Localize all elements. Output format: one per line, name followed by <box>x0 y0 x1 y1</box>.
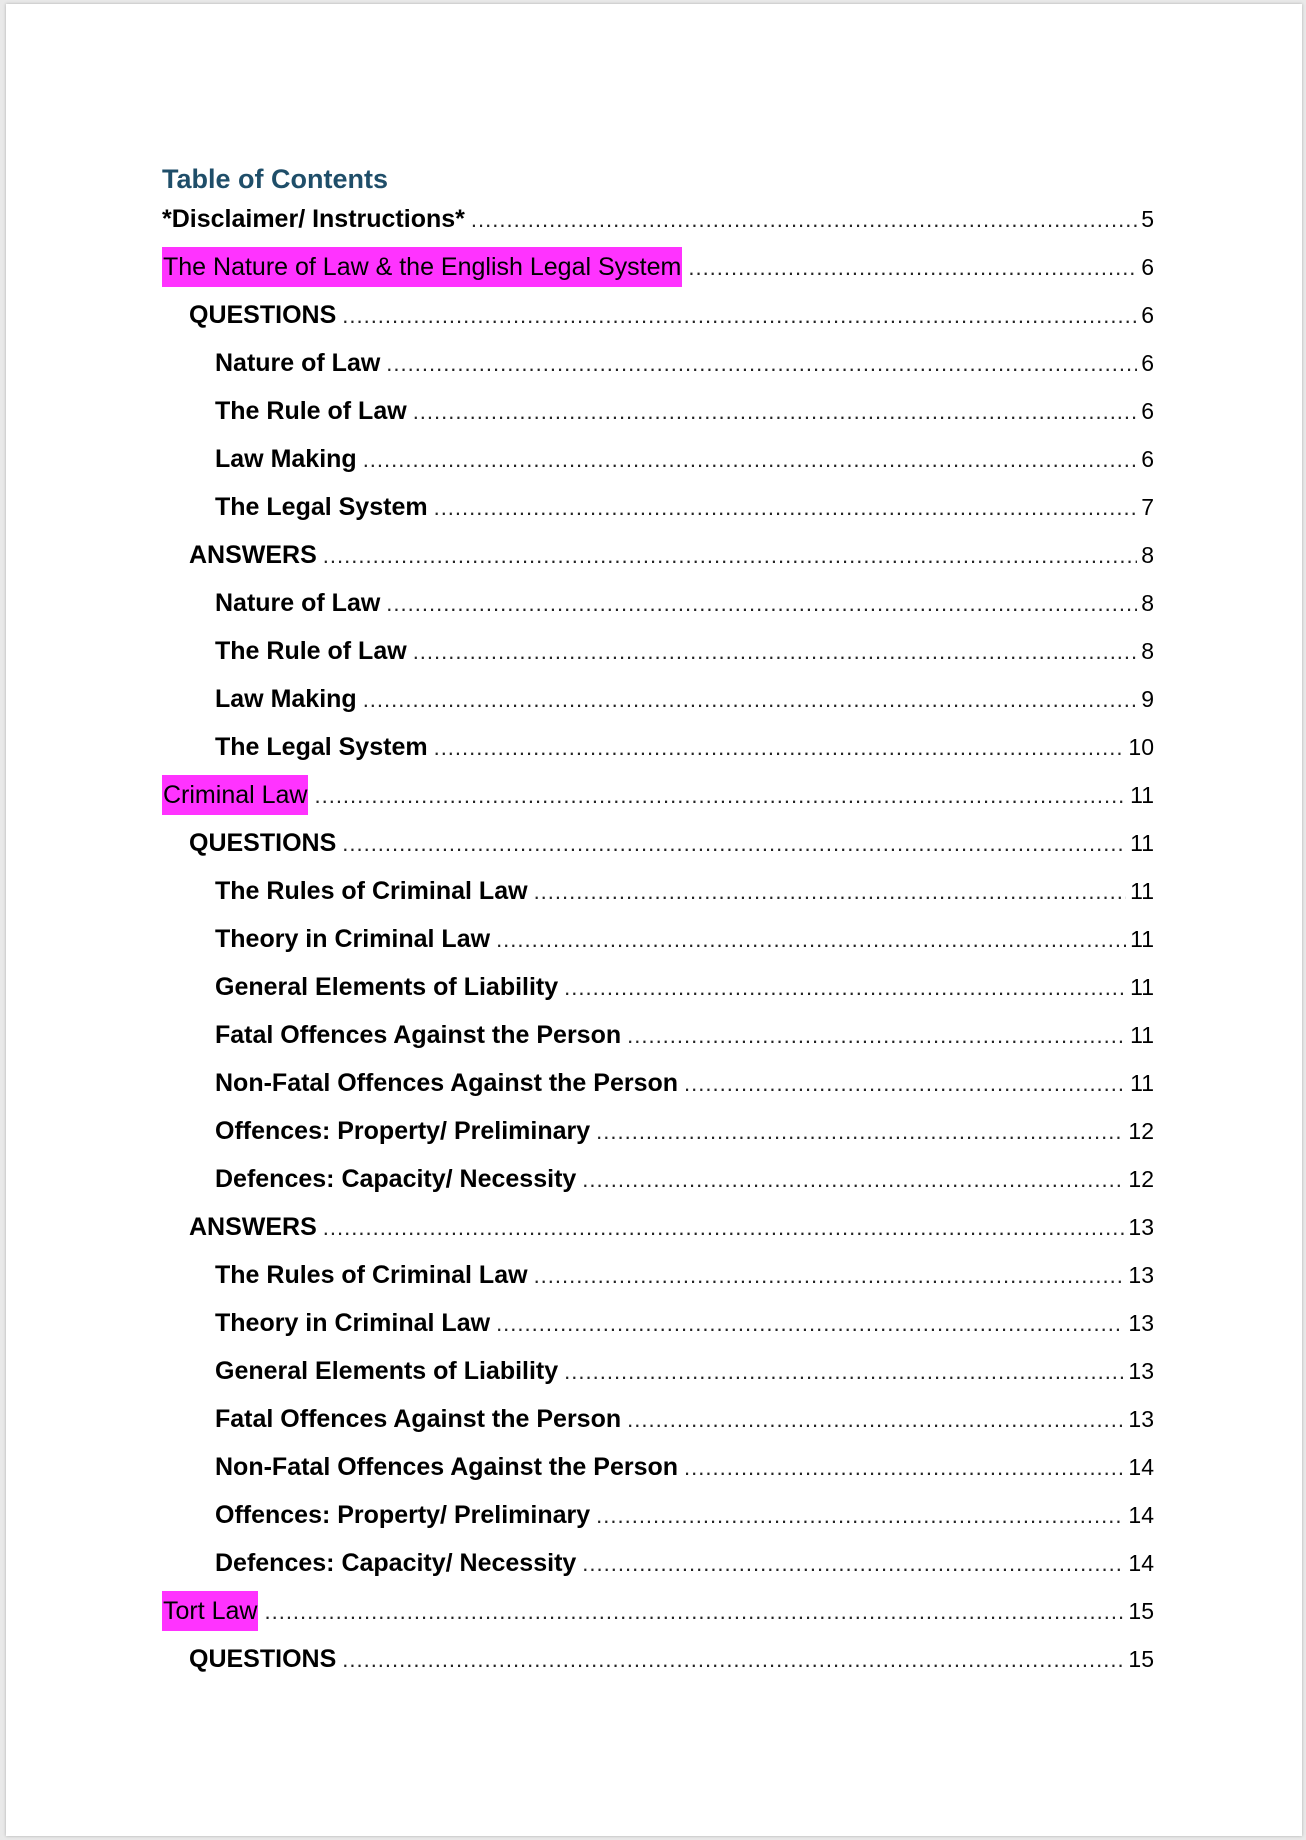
dot-leader <box>684 1448 1124 1488</box>
toc-entry-title[interactable]: The Legal System <box>215 733 428 761</box>
toc-entry-title[interactable]: QUESTIONS <box>189 1645 337 1673</box>
dot-leader <box>413 392 1138 432</box>
toc-entry-page-number: 8 <box>1141 590 1154 616</box>
toc-entry[interactable] <box>162 1159 1154 1207</box>
toc-entry-page-number: 14 <box>1128 1454 1154 1480</box>
toc-entry-title[interactable]: ANSWERS <box>189 541 317 569</box>
toc-entry-page-number: 6 <box>1141 302 1154 328</box>
toc-entry-page-number: 6 <box>1141 446 1154 472</box>
toc-entry-page-number: 14 <box>1128 1550 1154 1576</box>
toc-entry-title[interactable]: ANSWERS <box>189 1213 317 1241</box>
toc-entry[interactable] <box>162 1111 1154 1159</box>
toc-entry[interactable] <box>162 391 1154 439</box>
dot-leader <box>534 1256 1125 1296</box>
toc-heading: Table of Contents <box>162 164 388 194</box>
dot-leader <box>471 200 1137 240</box>
toc-entry-title[interactable]: The Rules of Criminal Law <box>215 877 528 905</box>
toc-entry-page-number: 15 <box>1128 1646 1154 1672</box>
toc-entry[interactable] <box>162 1399 1154 1447</box>
toc-entry-page-number: 11 <box>1130 1070 1154 1096</box>
toc-entry[interactable] <box>162 1015 1154 1063</box>
toc-entry-title[interactable]: The Legal System <box>215 493 428 521</box>
dot-leader <box>363 440 1138 480</box>
toc-entry[interactable] <box>162 535 1154 583</box>
toc-entry-page-number: 15 <box>1128 1598 1154 1624</box>
toc-entry-title[interactable]: *Disclaimer/ Instructions* <box>162 205 465 233</box>
toc-entry[interactable] <box>162 1351 1154 1399</box>
toc-entry[interactable] <box>162 1255 1154 1303</box>
toc-entry-page-number: 6 <box>1141 398 1154 424</box>
dot-leader <box>342 1640 1124 1680</box>
toc-entry-page-number: 13 <box>1128 1310 1154 1336</box>
toc-entry-title[interactable]: Law Making <box>215 445 357 473</box>
dot-leader <box>434 728 1125 768</box>
toc-entry[interactable] <box>162 583 1154 631</box>
toc-entry[interactable] <box>162 1639 1154 1687</box>
toc-entry-page-number: 13 <box>1128 1406 1154 1432</box>
toc-entry-page-number: 14 <box>1128 1502 1154 1528</box>
toc-entry[interactable] <box>162 343 1154 391</box>
toc-entry-title[interactable]: Offences: Property/ Preliminary <box>215 1117 591 1145</box>
toc-entry-title[interactable]: Non-Fatal Offences Against the Person <box>215 1453 679 1481</box>
toc-entry-title[interactable]: Nature of Law <box>215 589 381 617</box>
toc-entry-page-number: 12 <box>1128 1118 1154 1144</box>
toc-entry-page-number: 13 <box>1128 1358 1154 1384</box>
toc-entry-title[interactable]: Criminal Law <box>162 775 308 815</box>
dot-leader <box>264 1592 1124 1632</box>
dot-leader <box>627 1400 1124 1440</box>
toc-entry-title[interactable]: Theory in Criminal Law <box>215 1309 491 1337</box>
dot-leader <box>534 872 1127 912</box>
toc-entry-title[interactable]: The Nature of Law & the English Legal System <box>162 247 682 287</box>
toc-entry-title[interactable]: The Rule of Law <box>215 637 407 665</box>
dot-leader <box>413 632 1138 672</box>
dot-leader <box>564 1352 1124 1392</box>
toc-entry[interactable] <box>162 679 1154 727</box>
toc-entry-title[interactable]: General Elements of Liability <box>215 1357 559 1385</box>
dot-leader <box>582 1160 1124 1200</box>
toc-entry[interactable] <box>162 919 1154 967</box>
toc-entry-title[interactable]: Defences: Capacity/ Necessity <box>215 1549 577 1577</box>
toc-entry-page-number: 13 <box>1128 1214 1154 1240</box>
toc-entry-page-number: 11 <box>1130 1022 1154 1048</box>
dot-leader <box>323 1208 1125 1248</box>
dot-leader <box>434 488 1138 528</box>
toc-entry-page-number: 7 <box>1141 494 1154 520</box>
toc-entry[interactable] <box>162 199 1154 247</box>
dot-leader <box>496 1304 1124 1344</box>
toc-entry[interactable] <box>162 247 1154 295</box>
toc-entry-title[interactable]: Theory in Criminal Law <box>215 925 491 953</box>
toc-entry[interactable] <box>162 487 1154 535</box>
dot-leader <box>342 296 1137 336</box>
toc-entry-title[interactable]: Fatal Offences Against the Person <box>215 1021 622 1049</box>
toc-entry-page-number: 11 <box>1130 782 1154 808</box>
toc-entry[interactable] <box>162 1495 1154 1543</box>
toc-entry-page-number: 10 <box>1128 734 1154 760</box>
toc-entry-title[interactable]: Fatal Offences Against the Person <box>215 1405 622 1433</box>
dot-leader <box>684 1064 1126 1104</box>
toc-entry-title[interactable]: Law Making <box>215 685 357 713</box>
toc-entry-title[interactable]: Tort Law <box>162 1591 258 1631</box>
toc-entry-page-number: 11 <box>1130 878 1154 904</box>
toc-entry-page-number: 5 <box>1141 206 1154 232</box>
dot-leader <box>564 968 1126 1008</box>
toc-entry-page-number: 8 <box>1141 542 1154 568</box>
toc-entry[interactable] <box>162 871 1154 919</box>
toc-entry[interactable] <box>162 775 1154 823</box>
toc-entry[interactable] <box>162 1447 1154 1495</box>
toc-entry[interactable] <box>162 823 1154 871</box>
dot-leader <box>386 584 1137 624</box>
toc-entry-title[interactable]: The Rule of Law <box>215 397 407 425</box>
toc-entry[interactable] <box>162 1207 1154 1255</box>
toc-entry[interactable] <box>162 1543 1154 1591</box>
dot-leader <box>496 920 1126 960</box>
toc-entry-page-number: 11 <box>1130 974 1154 1000</box>
dot-leader <box>596 1496 1124 1536</box>
dot-leader <box>314 776 1126 816</box>
toc-entry-page-number: 11 <box>1130 830 1154 856</box>
toc-entry-page-number: 11 <box>1130 926 1154 952</box>
dot-leader <box>596 1112 1124 1152</box>
toc-entry-page-number: 6 <box>1141 350 1154 376</box>
toc-entry[interactable] <box>162 295 1154 343</box>
toc-entry-title[interactable]: General Elements of Liability <box>215 973 559 1001</box>
dot-leader <box>342 824 1126 864</box>
dot-leader <box>386 344 1137 384</box>
toc-entry-page-number: 9 <box>1141 686 1154 712</box>
toc-entry-title[interactable]: Nature of Law <box>215 349 381 377</box>
toc-entry-title[interactable]: The Rules of Criminal Law <box>215 1261 528 1289</box>
toc-entry[interactable] <box>162 1303 1154 1351</box>
toc-entry[interactable] <box>162 1591 1154 1639</box>
toc-entry[interactable] <box>162 439 1154 487</box>
toc-entry[interactable] <box>162 727 1154 775</box>
toc-entry-title[interactable]: Non-Fatal Offences Against the Person <box>215 1069 679 1097</box>
dot-leader <box>582 1544 1124 1584</box>
toc-entry[interactable] <box>162 967 1154 1015</box>
toc-entry-title[interactable]: Offences: Property/ Preliminary <box>215 1501 591 1529</box>
dot-leader <box>363 680 1138 720</box>
toc-entry-page-number: 8 <box>1141 638 1154 664</box>
document-page <box>6 4 1302 1836</box>
toc-entry-title[interactable]: Defences: Capacity/ Necessity <box>215 1165 577 1193</box>
toc-entry-title[interactable]: QUESTIONS <box>189 301 337 329</box>
toc-list <box>162 199 1154 1687</box>
dot-leader <box>688 248 1137 288</box>
toc-entry[interactable] <box>162 631 1154 679</box>
toc-entry[interactable] <box>162 1063 1154 1111</box>
toc-entry-page-number: 12 <box>1128 1166 1154 1192</box>
toc-entry-title[interactable]: QUESTIONS <box>189 829 337 857</box>
dot-leader <box>323 536 1137 576</box>
toc-entry-page-number: 13 <box>1128 1262 1154 1288</box>
toc-entry-page-number: 6 <box>1141 254 1154 280</box>
dot-leader <box>627 1016 1126 1056</box>
